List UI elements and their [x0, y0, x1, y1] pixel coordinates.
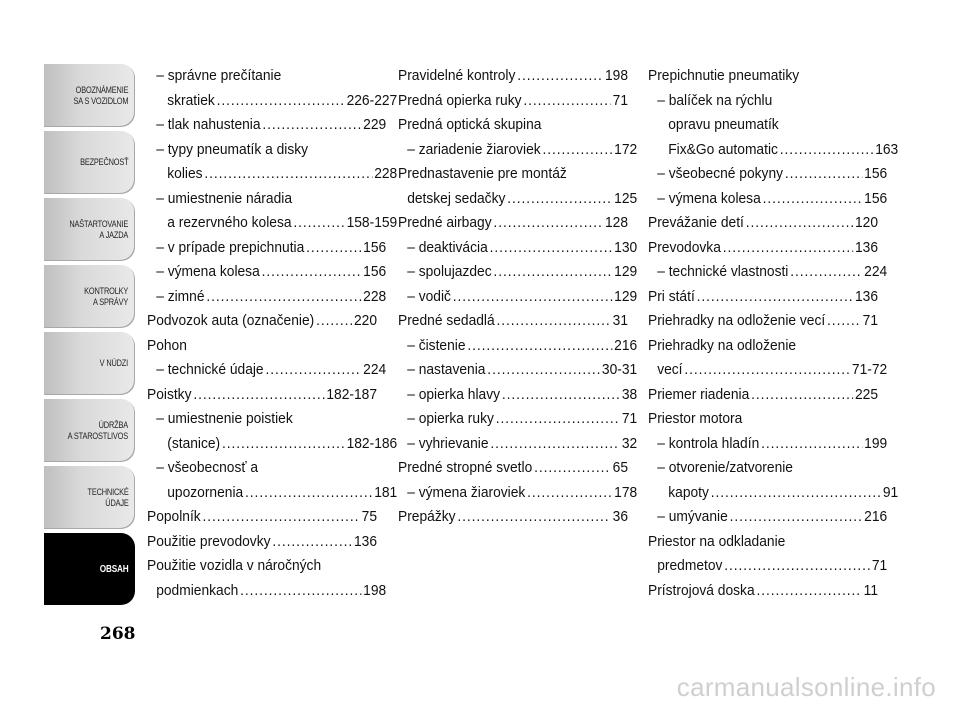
dot-leader [746, 211, 853, 236]
entry-text: – vyhrievanie [407, 434, 489, 452]
watermark: carmanualsonline.info [676, 672, 936, 702]
entry-page: 156 [363, 263, 387, 280]
index-entry [648, 383, 878, 408]
index-entry [147, 89, 397, 114]
index-entry: Priestor motora [648, 410, 743, 427]
entry-text: Prístrojová doska [648, 581, 755, 599]
index-entry [398, 309, 628, 334]
index-entry [648, 162, 887, 187]
dot-leader [543, 138, 613, 163]
tab-v-nudzi[interactable] [44, 332, 135, 395]
entry-text: Predná opierka ruky [398, 91, 522, 109]
entry-page: 136 [353, 532, 377, 550]
tab-oboznamenie[interactable] [44, 64, 135, 127]
index-entry: Prepichnutie pneumatiky [648, 67, 800, 84]
index-entry [398, 481, 637, 506]
entry-page: 156 [864, 165, 888, 182]
index-entry: – umiestnenie náradia [156, 189, 293, 207]
entry-page: 71 [621, 410, 638, 427]
entry-text: – výmena kolesa [657, 189, 761, 207]
index-entry [648, 309, 878, 334]
entry-page: 156 [864, 189, 888, 207]
index-entry [648, 554, 887, 579]
entry-page: 71-72 [851, 361, 888, 378]
index-entry: – typy pneumatík a disky [156, 140, 309, 158]
index-entry [147, 236, 386, 261]
index-entry [648, 505, 887, 530]
entry-page: 71 [862, 312, 878, 329]
tab-technicke-udaje[interactable] [44, 466, 135, 529]
entry-page: 30-31 [601, 361, 638, 378]
index-entry [398, 285, 637, 310]
index-entry [398, 334, 637, 359]
index-entry [398, 236, 637, 261]
entry-text: – výmena žiaroviek [407, 483, 526, 501]
index-entry: – otvorenie/zatvorenie [657, 459, 793, 476]
entry-text: – čistenie [407, 336, 466, 354]
entry-text: – tlak nahustenia [156, 116, 261, 133]
index-column-2 [398, 64, 638, 530]
entry-page: 125 [614, 189, 638, 207]
entry-text: Pravidelné kontroly [398, 67, 516, 84]
dot-leader [222, 432, 345, 457]
index-entry [648, 579, 878, 604]
index-entry: Pohon [147, 336, 187, 354]
entry-text: – zimné [156, 287, 205, 305]
entry-text: – v prípade prepichnutia [156, 238, 305, 256]
dot-leader [265, 358, 361, 383]
entry-text: Poistky [147, 385, 192, 403]
entry-text: – technické údaje [156, 361, 264, 378]
index-entry [648, 260, 887, 285]
entry-page: 120 [854, 214, 878, 231]
entry-text: Popolník [147, 508, 201, 525]
tab-obsah[interactable] [44, 533, 135, 605]
index-entry: – umiestnenie poistiek [156, 410, 293, 427]
index-entry [147, 162, 397, 187]
entry-page: 224 [363, 361, 387, 378]
index-entry [147, 358, 386, 383]
tab-label: ÚDRŽBA A STAROSTLIVOS [68, 419, 129, 441]
index-entry: opravu pneumatík [668, 116, 779, 133]
index-entry [147, 505, 377, 530]
entry-text: – opierka ruky [407, 410, 494, 427]
entry-text: Pri státí [648, 287, 695, 305]
entry-page: 71 [612, 91, 628, 109]
entry-page: 224 [864, 263, 888, 280]
dot-leader [761, 432, 862, 457]
index-entry [147, 481, 397, 506]
index-entry [147, 579, 386, 604]
tab-label: V NÚDZI [100, 358, 129, 368]
dot-leader [206, 285, 361, 310]
entry-page: 71 [871, 557, 888, 574]
index-entry [398, 383, 637, 408]
dot-leader [203, 505, 360, 530]
entry-text: upozornenia [167, 483, 244, 501]
section-tabs [44, 64, 135, 609]
entry-text: Predné stropné svetlo [398, 459, 533, 476]
tab-label: NAŠTARTOVANIE A JAZDA [69, 218, 129, 240]
index-entry [648, 138, 898, 163]
index-entry [398, 89, 628, 114]
dot-leader [497, 309, 611, 334]
index-entry [147, 285, 386, 310]
entry-text: Predné sedadlá [398, 312, 495, 329]
entry-text: Fix&Go automatic [668, 140, 778, 158]
entry-text: – výmena kolesa [156, 263, 260, 280]
dot-leader [785, 162, 862, 187]
index-entry: Priehradky na odloženie [648, 336, 797, 354]
entry-text: vecí [657, 361, 683, 378]
entry-page: 182-187 [326, 385, 377, 403]
entry-page: 225 [854, 385, 878, 403]
tab-label: OBSAH [99, 563, 129, 575]
entry-page: 31 [612, 312, 628, 329]
dot-leader [262, 260, 362, 285]
entry-page: 36 [612, 508, 628, 525]
entry-text: – kontrola hladín [657, 434, 760, 452]
entry-page: 128 [604, 214, 628, 231]
index-entry [398, 505, 628, 530]
entry-text: – vodič [407, 287, 451, 305]
index-entry [648, 432, 887, 457]
entry-text: Priehradky na odloženie vecí [648, 312, 826, 329]
entry-text: Prepážky [398, 508, 456, 525]
dot-leader [272, 530, 352, 555]
entry-page: 130 [614, 238, 638, 256]
dot-leader [245, 481, 372, 506]
dot-leader [534, 456, 611, 481]
dot-leader [723, 236, 853, 261]
entry-page: 178 [614, 483, 638, 501]
entry-page: 129 [614, 287, 638, 305]
dot-leader [790, 260, 862, 285]
dot-leader [507, 187, 612, 212]
entry-text: (stanice) [167, 434, 221, 452]
entry-page: 11 [863, 581, 878, 599]
dot-leader [756, 579, 861, 604]
entry-page: 136 [854, 287, 878, 305]
dot-leader [490, 432, 620, 457]
dot-leader [240, 579, 361, 604]
entry-page: 158-159 [346, 214, 398, 231]
entry-page: 228 [374, 165, 398, 182]
index-entry: – balíček na rýchlu [657, 91, 773, 109]
index-entry [398, 187, 637, 212]
index-entry [147, 383, 377, 408]
index-entry: Priestor na odkladanie [648, 532, 786, 550]
dot-leader [262, 113, 361, 138]
tab-nastartovanie[interactable] [44, 198, 135, 261]
dot-leader [517, 64, 603, 89]
entry-text: predmetov [657, 557, 723, 574]
dot-leader [527, 481, 612, 506]
index-entry [398, 358, 637, 383]
index-entry [648, 285, 878, 310]
entry-text: kapoty [668, 483, 709, 501]
dot-leader [467, 334, 612, 359]
index-column-3 [648, 64, 899, 603]
entry-text: – nastavenia [407, 361, 486, 378]
index-entry [648, 187, 887, 212]
dot-leader [493, 260, 612, 285]
dot-leader [827, 309, 861, 334]
dot-leader [204, 162, 372, 187]
dot-leader [193, 383, 324, 408]
entry-page: 129 [614, 263, 638, 280]
dot-leader [457, 505, 610, 530]
dot-leader [293, 211, 344, 236]
dot-leader [523, 89, 610, 114]
entry-text: skratiek [167, 91, 215, 109]
dot-leader [502, 383, 620, 408]
entry-text: – opierka hlavy [407, 385, 501, 403]
entry-text: – všeobecné pokyny [657, 165, 784, 182]
entry-text: – technické vlastnosti [657, 263, 789, 280]
entry-page: 220 [353, 312, 377, 329]
index-entry [398, 64, 628, 89]
index-entry [398, 260, 637, 285]
tab-label: KONTROLKY A SPRÁVY [84, 285, 129, 307]
entry-text: Použitie prevodovky [147, 532, 271, 550]
entry-page: 136 [854, 238, 878, 256]
index-entry [147, 211, 397, 236]
entry-page: 216 [864, 508, 888, 525]
index-entry: – správne prečítanie [156, 67, 282, 84]
index-entry [147, 530, 377, 555]
page-number: 268 [100, 624, 136, 644]
tab-label: OBOZNÁMENIE SA S VOZIDLOM [73, 84, 129, 106]
dot-leader [487, 358, 600, 383]
dot-leader [490, 236, 613, 261]
index-entry [648, 481, 898, 506]
entry-text: – umývanie [657, 508, 728, 525]
entry-text: Prevážanie detí [648, 214, 744, 231]
tab-bezpecnost[interactable] [44, 131, 135, 194]
dot-leader [453, 285, 613, 310]
index-entry [398, 456, 628, 481]
entry-page: 32 [621, 434, 638, 452]
entry-page: 75 [361, 508, 377, 525]
dot-leader [724, 554, 870, 579]
index-entry [398, 432, 637, 457]
index-entry [648, 358, 887, 383]
dot-leader [780, 138, 874, 163]
index-entry: Prednastavenie pre montáž [398, 165, 567, 182]
entry-page: 226-227 [346, 91, 398, 109]
entry-page: 228 [363, 287, 387, 305]
entry-page: 198 [363, 581, 387, 599]
entry-text: Priemer riadenia [648, 385, 750, 403]
entry-page: 172 [614, 140, 638, 158]
index-entry: Predná optická skupina [398, 116, 542, 133]
entry-text: Prevodovka [648, 238, 721, 256]
entry-page: 156 [363, 238, 387, 256]
entry-page: 181 [374, 483, 398, 501]
entry-text: – zariadenie žiaroviek [407, 140, 541, 158]
entry-page: 38 [621, 385, 638, 403]
tab-label: TECHNICKÉ ÚDAJE [87, 486, 129, 508]
dot-leader [496, 407, 620, 432]
dot-leader [217, 89, 345, 114]
entry-page: 199 [864, 434, 888, 452]
index-entry: – všeobecnosť a [156, 459, 259, 476]
dot-leader [763, 187, 863, 212]
tab-udrzba[interactable] [44, 399, 135, 462]
entry-page: 182-186 [346, 434, 398, 452]
index-entry [648, 211, 878, 236]
index-entry [147, 309, 377, 334]
index-entry [147, 113, 386, 138]
dot-leader [711, 481, 881, 506]
index-entry [648, 236, 878, 261]
entry-page: 91 [882, 483, 899, 501]
index-entry [147, 432, 397, 457]
entry-page: 65 [612, 459, 628, 476]
dot-leader [684, 358, 850, 383]
dot-leader [730, 505, 863, 530]
entry-text: podmienkach [156, 581, 239, 599]
dot-leader [316, 309, 352, 334]
dot-leader [751, 383, 853, 408]
entry-text: – deaktivácia [407, 238, 488, 256]
entry-text: detskej sedačky [407, 189, 506, 207]
entry-text: a rezervného kolesa [167, 214, 292, 231]
entry-text: Predné airbagy [398, 214, 492, 231]
dot-leader [697, 285, 854, 310]
entry-page: 198 [604, 67, 628, 84]
entry-page: 229 [363, 116, 387, 133]
index-entry: Použitie vozidla v náročných [147, 557, 322, 574]
index-entry [398, 211, 628, 236]
index-entry [147, 260, 386, 285]
index-entry [398, 407, 637, 432]
entry-text: Podvozok auta (označenie) [147, 312, 315, 329]
entry-page: 163 [875, 140, 899, 158]
tab-kontrolky[interactable] [44, 265, 135, 328]
dot-leader [306, 236, 361, 261]
dot-leader [493, 211, 603, 236]
index-column-1 [147, 64, 398, 603]
tab-label: BEZPEČNOSŤ [80, 157, 129, 167]
entry-text: kolies [167, 165, 203, 182]
index-entry [398, 138, 637, 163]
entry-text: – spolujazdec [407, 263, 492, 280]
entry-page: 216 [614, 336, 638, 354]
